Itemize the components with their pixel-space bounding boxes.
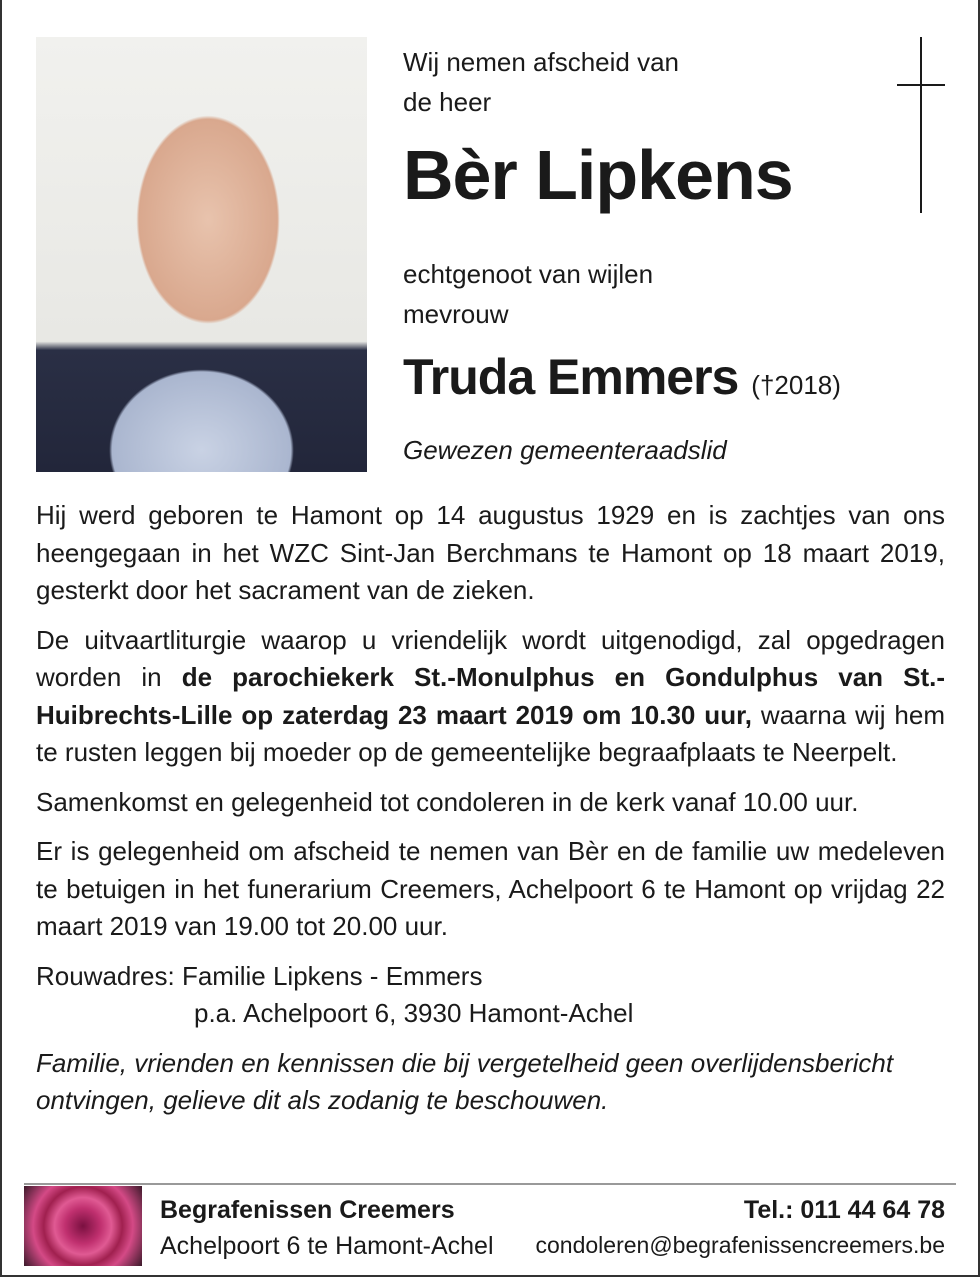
footer-divider: [24, 1183, 956, 1185]
funeral-details: de parochiekerk St.-Monulphus en Gondulphus van St.-Huibrechts-Lille op zaterdag 23 maart 2019 om 10.30 uur,: [36, 662, 946, 730]
birth-death-paragraph: Hij werd geboren te Hamont op 14 augustus 1929 en is zachtjes van ons heengegaan in het WZC Sint-Jan Berchmans te Hamont op 18 maart 2019, gesterkt door het sacrament van de zieken.: [36, 500, 945, 605]
spouse-name: Truda Emmers: [403, 349, 739, 405]
role: Gewezen gemeenteraadslid: [403, 435, 727, 465]
address-line-2: p.a. Achelpoort 6, 3930 Hamont-Achel: [194, 998, 634, 1028]
company-email[interactable]: condoleren@begrafenissencreemers.be: [535, 1232, 945, 1258]
funeral-text: De uitvaartliturgie waarop u vriendelijk wordt uitgenodigd, zal opgedragen worden in: [36, 624, 945, 692]
company-name: Begrafenissen Creemers: [160, 1196, 455, 1224]
intro-line-1: Wij nemen afscheid van: [403, 47, 680, 77]
cross-icon: [897, 37, 945, 213]
funeral-paragraph: [36, 622, 945, 772]
intro-line-2: de heer: [403, 87, 492, 117]
burial-text: waarna wij hem te rusten leggen bij moeder op de gemeentelijke begraafplaats te Neerpelt.: [36, 699, 945, 767]
spouse-intro-2: mevrouw: [403, 299, 509, 329]
rose-image: [24, 1186, 142, 1266]
funerarium-paragraph: Er is gelegenheid om afscheid te nemen van Bèr en de familie uw medeleven te betuigen in het funerarium Creemers, Achelpoort 6 te Hamont op vrijdag 22 maart 2019 van 19.00 tot 20.00 uur.: [36, 836, 945, 941]
spouse-death: (†2018): [751, 370, 841, 400]
portrait-photo: [36, 37, 367, 472]
company-address: Achelpoort 6 te Hamont-Achel: [160, 1232, 494, 1260]
spouse-intro-1: echtgenoot van wijlen: [403, 259, 654, 289]
deceased-name: Bèr Lipkens: [403, 136, 793, 214]
closing-note: Familie, vrienden en kennissen die bij vergetelheid geen overlijdensbericht ontvingen, gelieve dit als zodanig te beschouwen.: [36, 1047, 894, 1115]
company-phone[interactable]: Tel.: 011 44 64 78: [743, 1196, 945, 1224]
condolence-paragraph: Samenkomst en gelegenheid tot condoleren in de kerk vanaf 10.00 uur.: [36, 786, 859, 817]
obituary-body: [36, 497, 945, 1132]
address-line-1: Rouwadres: Familie Lipkens - Emmers: [36, 960, 483, 991]
